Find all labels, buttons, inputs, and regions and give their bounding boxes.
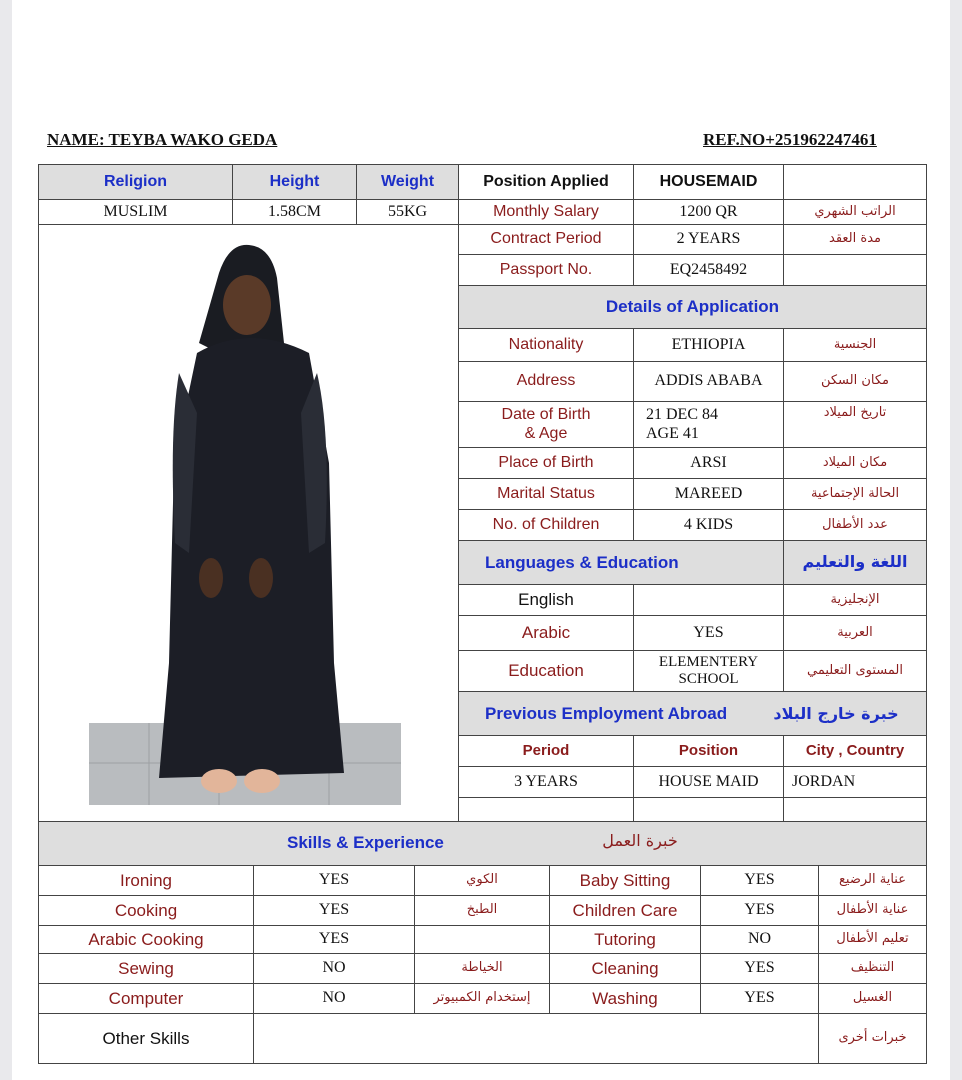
skill-cleaning-value: YES (700, 953, 819, 984)
skill-arabic-cooking-label: Arabic Cooking (38, 925, 254, 954)
skill-cooking-arabic: الطبخ (414, 895, 550, 926)
skill-babysitting-arabic: عناية الرضيع (818, 865, 927, 896)
children-arabic: عدد الأطفال (783, 509, 927, 541)
skill-sewing-value: NO (253, 953, 415, 984)
passport-arabic (783, 254, 927, 286)
skill-washing-label: Washing (549, 983, 701, 1014)
arabic-language-arabic: العربية (783, 615, 927, 651)
height-value: 1.58CM (232, 199, 357, 225)
dob-arabic: تاريخ الميلاد (783, 401, 927, 448)
application-section-title: Details of Application (458, 285, 927, 329)
skills-section-title: Skills & Experience (287, 833, 444, 852)
languages-section-title: Languages & Education (458, 540, 784, 585)
dob-value-line1: 21 DEC 84 (646, 406, 718, 424)
employment-period-value: 3 YEARS (458, 766, 634, 798)
contract-period-arabic: مدة العقد (783, 224, 927, 255)
height-header: Height (232, 164, 357, 200)
address-arabic: مكان السكن (783, 361, 927, 402)
marital-label: Marital Status (458, 478, 634, 510)
education-value-line1: ELEMENTERY (658, 653, 759, 670)
nationality-value: ETHIOPIA (633, 328, 784, 362)
skill-cleaning-arabic: التنظيف (818, 953, 927, 984)
dob-label-line2: & Age (524, 424, 568, 442)
other-skills-arabic: خبرات أخرى (818, 1013, 927, 1064)
nationality-arabic: الجنسية (783, 328, 927, 362)
address-label: Address (458, 361, 634, 402)
pob-arabic: مكان الميلاد (783, 447, 927, 479)
passport-label: Passport No. (458, 254, 634, 286)
skills-section-header (38, 821, 927, 866)
employment-country-value: JORDAN (783, 766, 927, 798)
weight-value: 55KG (356, 199, 459, 225)
skills-section-title-arabic: خبرة العمل (602, 831, 678, 850)
skill-sewing-label: Sewing (38, 953, 254, 984)
skill-washing-arabic: الغسيل (818, 983, 927, 1014)
weight-header: Weight (356, 164, 459, 200)
other-skills-label: Other Skills (38, 1013, 254, 1064)
skill-childrencare-arabic: عناية الأطفال (818, 895, 927, 926)
skill-computer-value: NO (253, 983, 415, 1014)
reference-number: REF.NO+251962247461 (703, 130, 877, 149)
education-value (633, 650, 784, 692)
employment-position-header: Position (633, 735, 784, 767)
employment-blank-period (458, 797, 634, 822)
passport-value: EQ2458492 (633, 254, 784, 286)
dob-value (633, 401, 784, 448)
position-applied-value: HOUSEMAID (633, 164, 784, 200)
position-applied-blank (783, 164, 927, 200)
languages-section-title-arabic: اللغة والتعليم (783, 540, 927, 585)
english-label: English (458, 584, 634, 616)
dob-label (458, 401, 634, 448)
marital-arabic: الحالة الإجتماعية (783, 478, 927, 510)
skill-tutoring-arabic: تعليم الأطفال (818, 925, 927, 954)
skill-ironing-label: Ironing (38, 865, 254, 896)
age-value: AGE 41 (646, 424, 699, 442)
skill-babysitting-value: YES (700, 865, 819, 896)
dob-label-line1: Date of Birth (501, 406, 591, 424)
skill-washing-value: YES (700, 983, 819, 1014)
children-label: No. of Children (458, 509, 634, 541)
salary-label: Monthly Salary (458, 199, 634, 225)
employment-section-title-arabic: خبرة خارج البلاد (773, 704, 899, 723)
skill-arabic-cooking-arabic (414, 925, 550, 954)
religion-value: MUSLIM (38, 199, 233, 225)
skill-cooking-label: Cooking (38, 895, 254, 926)
english-arabic: الإنجليزية (783, 584, 927, 616)
pob-label: Place of Birth (458, 447, 634, 479)
skill-sewing-arabic: الخياطة (414, 953, 550, 984)
skill-ironing-value: YES (253, 865, 415, 896)
employment-city-header: City , Country (783, 735, 927, 767)
employment-position-value: HOUSE MAID (633, 766, 784, 798)
employment-period-header: Period (458, 735, 634, 767)
arabic-language-value: YES (633, 615, 784, 651)
employment-blank-country (783, 797, 927, 822)
skill-tutoring-label: Tutoring (549, 925, 701, 954)
education-label: Education (458, 650, 634, 692)
education-value-line2: SCHOOL (678, 671, 739, 687)
employment-blank-position (633, 797, 784, 822)
applicant-name: NAME: TEYBA WAKO GEDA (47, 130, 278, 149)
salary-value: 1200 QR (633, 199, 784, 225)
employment-section-title: Previous Employment Abroad (458, 691, 927, 736)
skill-ironing-arabic: الكوي (414, 865, 550, 896)
marital-value: MAREED (633, 478, 784, 510)
salary-arabic: الراتب الشهري (783, 199, 927, 225)
nationality-label: Nationality (458, 328, 634, 362)
religion-header: Religion (38, 164, 233, 200)
skill-childrencare-value: YES (700, 895, 819, 926)
skill-tutoring-value: NO (700, 925, 819, 954)
skill-arabic-cooking-value: YES (253, 925, 415, 954)
pob-value: ARSI (633, 447, 784, 479)
education-arabic: المستوى التعليمي (783, 650, 927, 692)
contract-period-value: 2 YEARS (633, 224, 784, 255)
skill-cooking-value: YES (253, 895, 415, 926)
children-value: 4 KIDS (633, 509, 784, 541)
english-value (633, 584, 784, 616)
position-applied-label: Position Applied (458, 164, 634, 200)
skill-computer-arabic: إستخدام الكمبيوتر (414, 983, 550, 1014)
skill-computer-label: Computer (38, 983, 254, 1014)
address-value: ADDIS ABABA (633, 361, 784, 402)
contract-period-label: Contract Period (458, 224, 634, 255)
skill-babysitting-label: Baby Sitting (549, 865, 701, 896)
skill-childrencare-label: Children Care (549, 895, 701, 926)
skill-cleaning-label: Cleaning (549, 953, 701, 984)
other-skills-value (253, 1013, 819, 1064)
applicant-photo (79, 233, 419, 813)
photo-cell (38, 224, 459, 822)
arabic-language-label: Arabic (458, 615, 634, 651)
